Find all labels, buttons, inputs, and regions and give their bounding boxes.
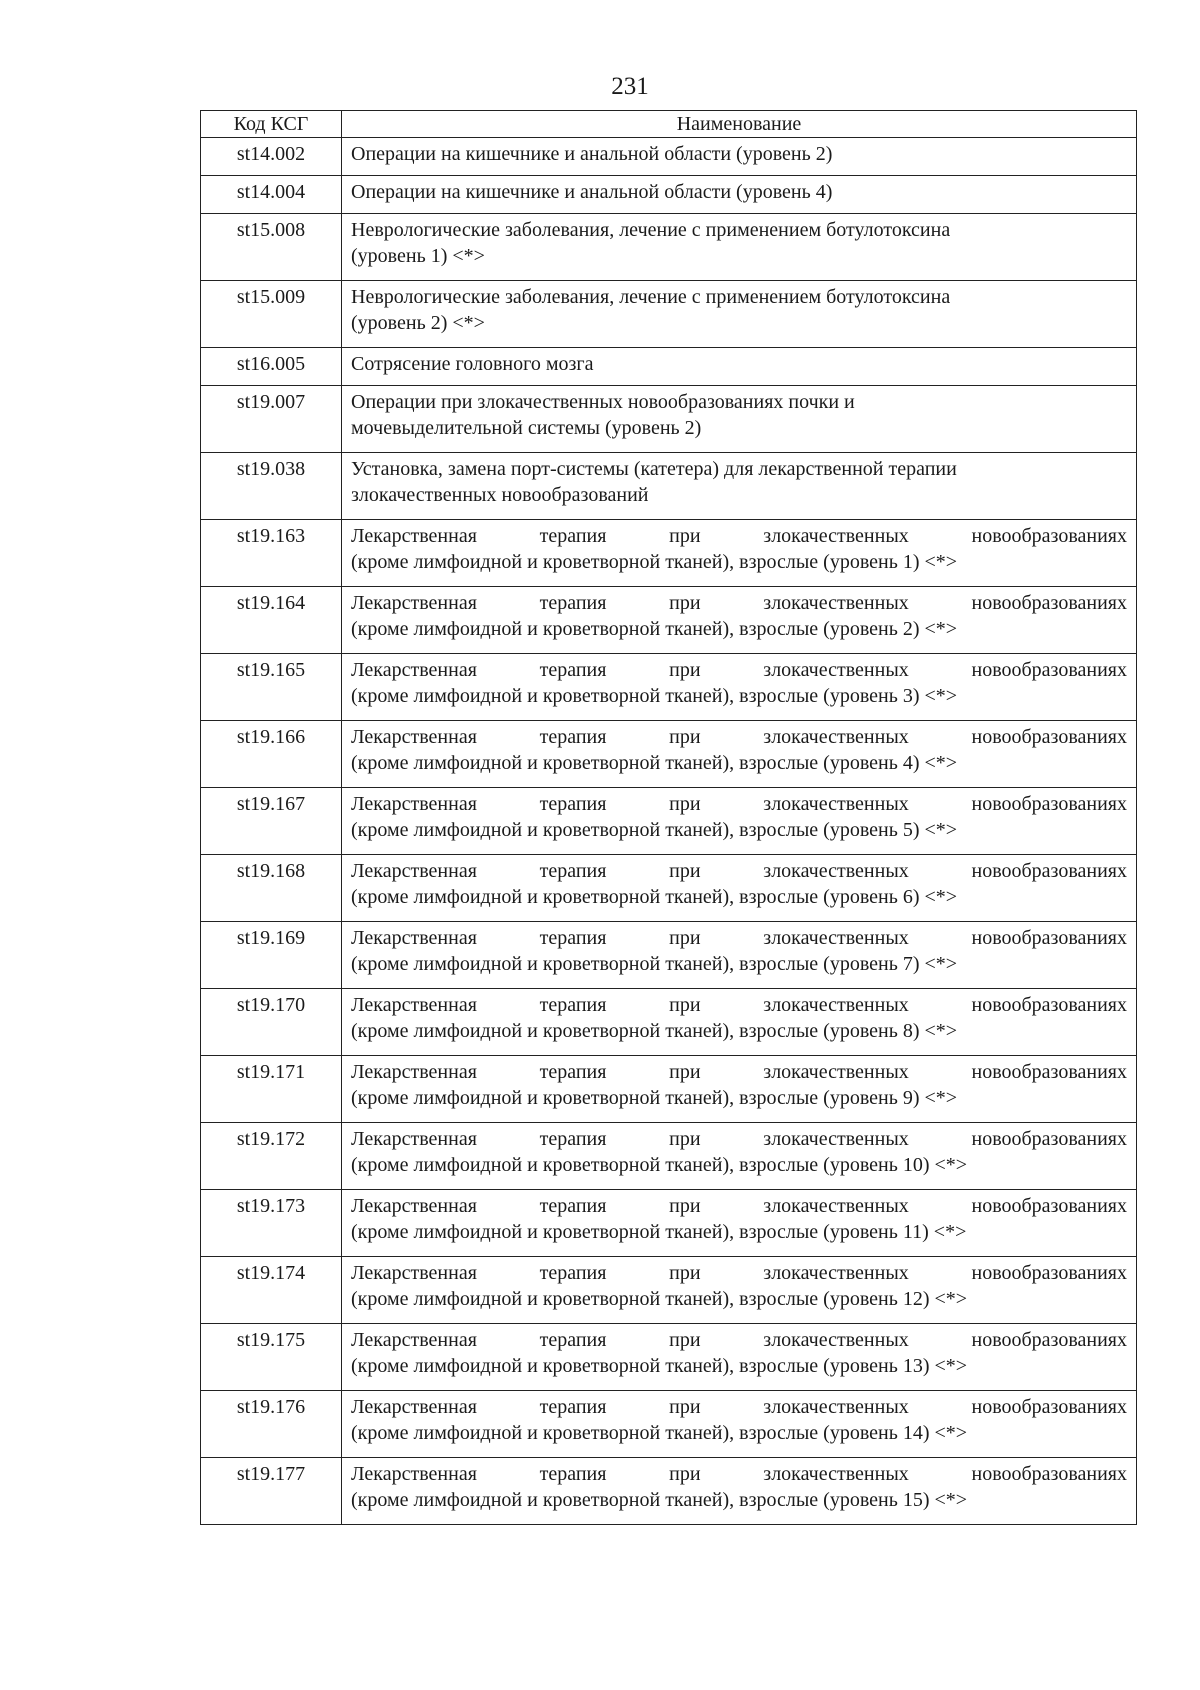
- table-row: [201, 176, 1137, 214]
- ksg-name-line-2: (кроме лимфоидной и кроветворной тканей), взрослые (уровень 14) <*>: [351, 1422, 968, 1444]
- ksg-code-cell: st19.174: [201, 1257, 342, 1324]
- ksg-name-cell: [342, 1458, 1137, 1525]
- ksg-name-line-1: Лекарственная терапия при злокачественных новообразованиях: [351, 994, 1127, 1016]
- ksg-name-cell: [342, 1257, 1137, 1324]
- ksg-code-cell: st14.004: [201, 176, 342, 214]
- ksg-code-cell: st19.176: [201, 1391, 342, 1458]
- ksg-name-line-1: Лекарственная терапия при злокачественных новообразованиях: [351, 1329, 1127, 1351]
- ksg-name-line-1: Лекарственная терапия при злокачественных новообразованиях: [351, 592, 1127, 614]
- ksg-code-cell: st19.164: [201, 587, 342, 654]
- ksg-name-line-2: злокачественных новообразований: [351, 484, 649, 506]
- table-body: [201, 138, 1137, 1525]
- ksg-name-cell: [342, 453, 1137, 520]
- ksg-name-cell: [342, 1056, 1137, 1123]
- ksg-name-cell: [342, 520, 1137, 587]
- table-row: [201, 1056, 1137, 1123]
- ksg-name-line-2: (кроме лимфоидной и кроветворной тканей), взрослые (уровень 11) <*>: [351, 1221, 967, 1243]
- ksg-name-line-1: Лекарственная терапия при злокачественных новообразованиях: [351, 1396, 1127, 1418]
- ksg-name-line-2: (кроме лимфоидной и кроветворной тканей), взрослые (уровень 10) <*>: [351, 1154, 968, 1176]
- ksg-name-line-2: (кроме лимфоидной и кроветворной тканей), взрослые (уровень 2) <*>: [351, 618, 958, 640]
- ksg-name-cell: [342, 138, 1137, 176]
- ksg-name-cell: [342, 587, 1137, 654]
- ksg-name-line-2: (кроме лимфоидной и кроветворной тканей), взрослые (уровень 15) <*>: [351, 1489, 968, 1511]
- ksg-code-cell: st19.173: [201, 1190, 342, 1257]
- ksg-name-cell: [342, 989, 1137, 1056]
- table-row: [201, 1257, 1137, 1324]
- ksg-name-line-1: Лекарственная терапия при злокачественных новообразованиях: [351, 1463, 1127, 1485]
- table-row: [201, 989, 1137, 1056]
- ksg-name-line-1: Лекарственная терапия при злокачественных новообразованиях: [351, 860, 1127, 882]
- ksg-code-cell: st19.165: [201, 654, 342, 721]
- ksg-name-line-2: (кроме лимфоидной и кроветворной тканей), взрослые (уровень 8) <*>: [351, 1020, 958, 1042]
- ksg-name-line-1: Операции на кишечнике и анальной области (уровень 4): [351, 181, 833, 203]
- ksg-name-line-1: Операции на кишечнике и анальной области (уровень 2): [351, 143, 833, 165]
- table-row: [201, 1391, 1137, 1458]
- table-row: [201, 453, 1137, 520]
- ksg-name-cell: [342, 788, 1137, 855]
- ksg-name-line-2: (кроме лимфоидной и кроветворной тканей), взрослые (уровень 13) <*>: [351, 1355, 968, 1377]
- ksg-code-cell: st15.008: [201, 214, 342, 281]
- header-name: Наименование: [342, 111, 1137, 138]
- ksg-code-cell: st19.038: [201, 453, 342, 520]
- table-row: [201, 1324, 1137, 1391]
- table-row: [201, 587, 1137, 654]
- ksg-name-cell: [342, 214, 1137, 281]
- table-row: [201, 922, 1137, 989]
- ksg-name-line-1: Лекарственная терапия при злокачественных новообразованиях: [351, 525, 1127, 547]
- ksg-code-cell: st19.175: [201, 1324, 342, 1391]
- ksg-name-line-1: Неврологические заболевания, лечение с применением ботулотоксина: [351, 219, 951, 241]
- ksg-name-line-2: (кроме лимфоидной и кроветворной тканей), взрослые (уровень 9) <*>: [351, 1087, 958, 1109]
- ksg-name-cell: [342, 1324, 1137, 1391]
- table-row: [201, 281, 1137, 348]
- table-row: [201, 386, 1137, 453]
- ksg-name-line-1: Лекарственная терапия при злокачественных новообразованиях: [351, 1061, 1127, 1083]
- ksg-name-line-2: (кроме лимфоидной и кроветворной тканей), взрослые (уровень 12) <*>: [351, 1288, 968, 1310]
- table-row: [201, 1123, 1137, 1190]
- ksg-name-line-1: Лекарственная терапия при злокачественных новообразованиях: [351, 793, 1127, 815]
- ksg-name-cell: [342, 1190, 1137, 1257]
- ksg-name-line-1: Лекарственная терапия при злокачественных новообразованиях: [351, 1195, 1127, 1217]
- ksg-code-cell: st19.172: [201, 1123, 342, 1190]
- ksg-name-cell: [342, 176, 1137, 214]
- ksg-code-cell: st19.177: [201, 1458, 342, 1525]
- ksg-code-cell: st16.005: [201, 348, 342, 386]
- ksg-name-line-2: (уровень 2) <*>: [351, 312, 485, 334]
- table-row: [201, 348, 1137, 386]
- ksg-code-cell: st14.002: [201, 138, 342, 176]
- ksg-name-cell: [342, 654, 1137, 721]
- ksg-name-cell: [342, 386, 1137, 453]
- table-row: [201, 138, 1137, 176]
- ksg-table: [200, 110, 1137, 1525]
- ksg-code-cell: st19.170: [201, 989, 342, 1056]
- ksg-name-cell: [342, 1391, 1137, 1458]
- ksg-name-cell: [342, 281, 1137, 348]
- table-row: [201, 520, 1137, 587]
- ksg-code-cell: st19.169: [201, 922, 342, 989]
- table-row: [201, 1458, 1137, 1525]
- ksg-code-cell: st19.166: [201, 721, 342, 788]
- ksg-name-line-1: Операции при злокачественных новообразованиях почки и: [351, 391, 855, 413]
- ksg-code-cell: st15.009: [201, 281, 342, 348]
- table-row: [201, 654, 1137, 721]
- ksg-name-cell: [342, 855, 1137, 922]
- ksg-name-line-2: (кроме лимфоидной и кроветворной тканей), взрослые (уровень 6) <*>: [351, 886, 958, 908]
- ksg-code-cell: st19.167: [201, 788, 342, 855]
- ksg-name-line-1: Лекарственная терапия при злокачественных новообразованиях: [351, 927, 1127, 949]
- table-header-row: [201, 111, 1137, 138]
- ksg-name-line-1: Установка, замена порт-системы (катетера) для лекарственной терапии: [351, 458, 957, 480]
- ksg-name-line-2: (уровень 1) <*>: [351, 245, 485, 267]
- ksg-name-line-2: (кроме лимфоидной и кроветворной тканей), взрослые (уровень 7) <*>: [351, 953, 958, 975]
- header-code: Код КСГ: [201, 111, 342, 138]
- ksg-name-line-1: Лекарственная терапия при злокачественных новообразованиях: [351, 1128, 1127, 1150]
- table-row: [201, 1190, 1137, 1257]
- ksg-table-container: [200, 110, 1136, 1525]
- table-row: [201, 788, 1137, 855]
- ksg-name-line-2: (кроме лимфоидной и кроветворной тканей), взрослые (уровень 5) <*>: [351, 819, 958, 841]
- ksg-name-line-2: мочевыделительной системы (уровень 2): [351, 417, 702, 439]
- ksg-name-line-2: (кроме лимфоидной и кроветворной тканей), взрослые (уровень 3) <*>: [351, 685, 958, 707]
- ksg-name-line-1: Лекарственная терапия при злокачественных новообразованиях: [351, 1262, 1127, 1284]
- page-number: 231: [611, 73, 649, 100]
- ksg-name-line-2: (кроме лимфоидной и кроветворной тканей), взрослые (уровень 1) <*>: [351, 551, 958, 573]
- ksg-name-cell: [342, 1123, 1137, 1190]
- ksg-name-cell: [342, 348, 1137, 386]
- ksg-code-cell: st19.007: [201, 386, 342, 453]
- ksg-code-cell: st19.171: [201, 1056, 342, 1123]
- table-row: [201, 721, 1137, 788]
- table-row: [201, 214, 1137, 281]
- ksg-name-line-1: Неврологические заболевания, лечение с применением ботулотоксина: [351, 286, 951, 308]
- ksg-name-line-1: Сотрясение головного мозга: [351, 353, 594, 375]
- ksg-name-line-1: Лекарственная терапия при злокачественных новообразованиях: [351, 726, 1127, 748]
- ksg-name-cell: [342, 922, 1137, 989]
- ksg-name-line-1: Лекарственная терапия при злокачественных новообразованиях: [351, 659, 1127, 681]
- ksg-name-line-2: (кроме лимфоидной и кроветворной тканей), взрослые (уровень 4) <*>: [351, 752, 958, 774]
- table-row: [201, 855, 1137, 922]
- ksg-name-cell: [342, 721, 1137, 788]
- ksg-code-cell: st19.163: [201, 520, 342, 587]
- ksg-code-cell: st19.168: [201, 855, 342, 922]
